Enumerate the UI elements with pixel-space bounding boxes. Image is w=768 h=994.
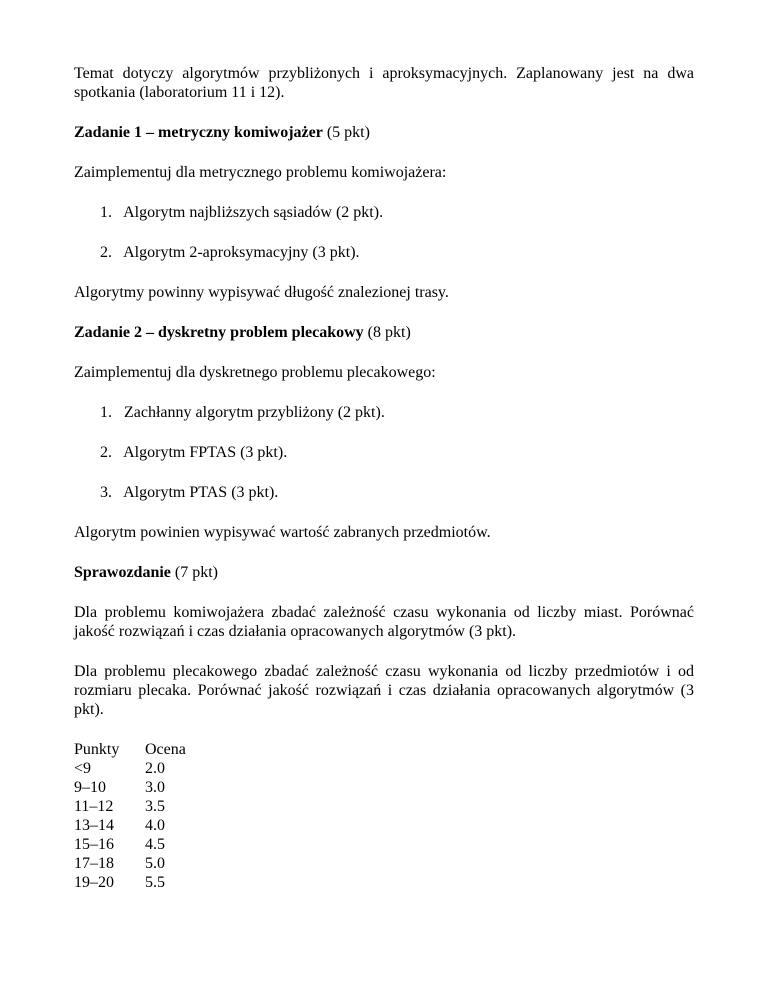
task1-note: Algorytmy powinny wypisywać długość znalezionej trasy. (74, 284, 449, 301)
list-item-text: Algorytm FPTAS (3 pkt). (123, 444, 288, 461)
cell-grade: 5.0 (145, 855, 165, 872)
cell-points: 19–20 (74, 874, 114, 891)
task1-points: (5 pkt) (326, 124, 370, 141)
table-row (74, 835, 186, 854)
table-row (74, 816, 186, 835)
list-item-text: Algorytm PTAS (3 pkt). (123, 484, 279, 501)
header-points: Punkty (74, 741, 120, 758)
task1-heading (74, 123, 694, 142)
report-paragraph-knapsack: Dla problemu plecakowego zbadać zależność czasu wykonania od liczby przedmiotów i od rozmiaru plecaka. Porównać jakość rozwiązań i czas działania opracowanych algorytmów (3 pkt). (74, 663, 694, 718)
report-heading (74, 563, 694, 582)
task2-lead: Zaimplementuj dla dyskretnego problemu plecakowego: (74, 364, 436, 381)
table-row (74, 778, 186, 797)
header-grade: Ocena (145, 741, 186, 758)
cell-points: <9 (74, 760, 92, 777)
list-item-number: 1. (100, 204, 112, 221)
cell-points: 11–12 (74, 798, 114, 815)
cell-grade: 4.5 (145, 836, 165, 853)
list-item (74, 403, 694, 422)
report-title: Sprawozdanie (74, 564, 171, 581)
task2-note: Algorytm powinien wypisywać wartość zabranych przedmiotów. (74, 524, 491, 541)
task1-lead: Zaimplementuj dla metrycznego problemu komiwojażera: (74, 164, 447, 181)
list-item (74, 243, 694, 262)
table-row (74, 873, 186, 892)
task2-title: Zadanie 2 – dyskretny problem plecakowy (74, 324, 364, 341)
list-item-text: Algorytm 2-aproksymacyjny (3 pkt). (123, 244, 360, 261)
table-row (74, 759, 186, 778)
cell-points: 9–10 (74, 779, 106, 796)
list-item (74, 443, 694, 462)
intro-paragraph: Temat dotyczy algorytmów przybliżonych i aproksymacyjnych. Zaplanowany jest na dwa spotkania (laboratorium 11 i 12). (74, 65, 694, 101)
task2-list (74, 403, 694, 502)
list-item-number: 3. (100, 484, 112, 501)
document-page (74, 64, 694, 892)
table-header-row (74, 740, 186, 759)
cell-grade: 4.0 (145, 817, 165, 834)
cell-grade: 3.0 (145, 779, 165, 796)
list-item-number: 1. (100, 404, 112, 421)
task2-heading (74, 323, 694, 342)
grades-table (74, 740, 186, 892)
cell-points: 13–14 (74, 817, 114, 834)
task2-points: (8 pkt) (367, 324, 411, 341)
cell-points: 15–16 (74, 836, 114, 853)
list-item-text: Algorytm najbliższych sąsiadów (2 pkt). (123, 204, 384, 221)
task1-title: Zadanie 1 – metryczny komiwojażer (74, 124, 323, 141)
list-item-text: Zachłanny algorytm przybliżony (2 pkt). (124, 404, 385, 421)
task1-list (74, 203, 694, 262)
list-item-number: 2. (100, 244, 112, 261)
cell-grade: 3.5 (145, 798, 165, 815)
report-paragraph-tsp: Dla problemu komiwojażera zbadać zależność czasu wykonania od liczby miast. Porównać jakość rozwiązań i czas działania opracowanych algorytmów (3 pkt). (74, 604, 694, 640)
table-row (74, 797, 186, 816)
report-points: (7 pkt) (174, 564, 219, 581)
cell-grade: 2.0 (145, 760, 165, 777)
cell-grade: 5.5 (145, 874, 165, 891)
cell-points: 17–18 (74, 855, 114, 872)
list-item-number: 2. (100, 444, 112, 461)
list-item (74, 203, 694, 222)
table-row (74, 854, 186, 873)
list-item (74, 483, 694, 502)
